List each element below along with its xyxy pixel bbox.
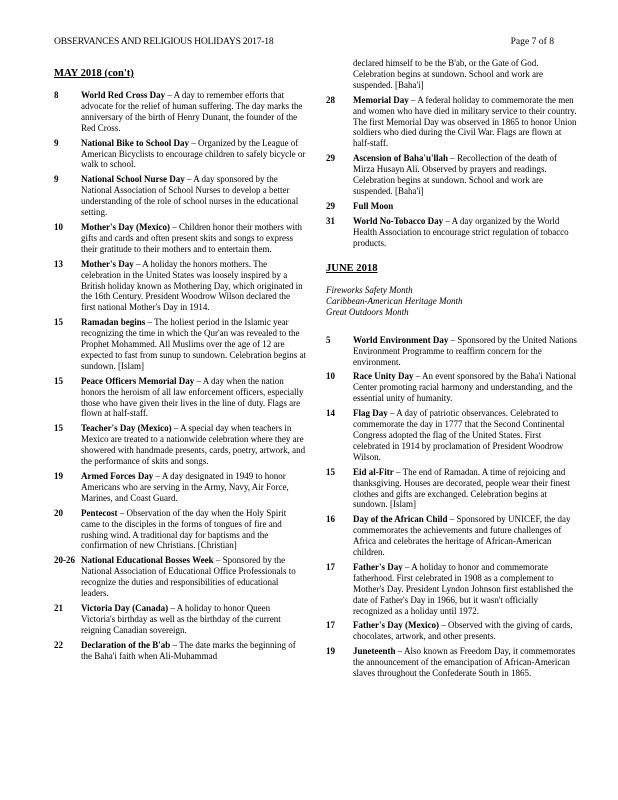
entry-description: [81, 259, 306, 314]
entry-date: 22: [54, 639, 63, 650]
entry-body: – A day sponsored by the National Association of School Nurses to develop a better understanding of the role of school nurses in the educational setting.: [81, 174, 299, 218]
entry-description: [81, 138, 306, 171]
entry-description: [81, 555, 306, 599]
entry-body: – The holiest period in the Islamic year recognizing the time in which the Qur'an was revealed to the Prophet Mohammed. All Muslims over the age of 12 are expected to fast from sunup to sundown. Celebration begins at sundown. [Islam]: [81, 317, 306, 371]
entry-description: [81, 423, 306, 467]
entry-title: Father's Day: [353, 561, 403, 572]
entry-description: [81, 603, 306, 636]
entry-title: World Red Cross Day: [81, 90, 166, 100]
entry-date: 8: [54, 90, 59, 100]
entry-description: [353, 514, 578, 558]
entry-date: 15: [54, 317, 63, 328]
entry-body: – Sponsored by the United Nations Environment Programme to reaffirm concern for the environment.: [353, 334, 577, 367]
may-section-title: MAY 2018 (con't): [54, 68, 134, 79]
june-observance-months: [326, 285, 578, 319]
entry-title: Armed Forces Day: [81, 471, 154, 481]
entry-title: National School Nurse Day: [81, 174, 185, 185]
observance-entry: [326, 335, 578, 368]
entry-body: – Sponsored by UNICEF, the day commemorates the achievements and future challenges of Africa and celebrates the heritage of African-American children.: [353, 514, 571, 558]
entry-title: Eid al-Fitr: [353, 466, 394, 477]
observance-entry: [326, 201, 578, 212]
entry-date: 17: [326, 561, 335, 572]
june-entry-list: [326, 335, 578, 679]
observance-entry: [54, 174, 306, 218]
observance-entry: [54, 376, 306, 420]
entry-body: – The date marks the beginning of the Baha'i faith when Ali-Muhammad: [81, 639, 296, 661]
entry-title: Race Unity Day: [353, 371, 414, 382]
entry-date: 20: [54, 507, 63, 518]
observance-entry: [326, 514, 578, 558]
entry-description: [353, 620, 578, 642]
entry-description: [353, 216, 578, 249]
entry-description: [81, 174, 306, 218]
observance-entry: [326, 371, 578, 404]
observance-entry: [326, 467, 578, 511]
entry-description: [353, 335, 578, 368]
entry-description: [353, 201, 578, 212]
observance-entry: [54, 555, 306, 599]
observance-entry: [326, 95, 578, 150]
entry-date: 16: [326, 514, 335, 525]
entry-date: 10: [54, 221, 63, 232]
entry-description: [353, 562, 578, 617]
entry-body: – A day when the nation honors the heroism of all law enforcement officers, especially those who have given their lives in the line of duty. Flags are flown at half-staff.: [81, 375, 304, 419]
entry-title: Juneteenth: [353, 646, 396, 657]
observance-entry: [326, 646, 578, 679]
entry-title: Peace Officers Memorial Day: [81, 375, 195, 386]
entry-description: [81, 222, 306, 255]
entry-title: Ramadan begins: [81, 317, 146, 328]
observance-entry: [54, 222, 306, 255]
entry-body: – A holiday the honors mothers. The celebration in the United States was loosely inspired by a British holiday known as Mothering Day, which originated in the 16th Century. President Woodrow Wilson declared the first national Mother's Day in 1914.: [81, 258, 303, 313]
entry-date: 15: [54, 423, 63, 434]
entry-date: 19: [54, 471, 63, 481]
entry-title: World Environment Day: [353, 334, 449, 345]
entry-body: – A holiday to honor Queen Victoria's birthday as well as the birthday of the current reigning Canadian sovereign.: [81, 602, 281, 635]
entry-body: – A holiday to honor and commemorate fatherhood. First celebrated in 1908 as a complement to Mother's Day. President Lyndon Johnson first established the date of Father's Day in 1966, but it wasn't officially recognized as a holiday until 1972.: [353, 561, 574, 616]
entry-body: – Observed with the giving of cards, chocolates, artwork, and other presents.: [353, 620, 573, 642]
observance-entry: [326, 216, 578, 249]
entry-date: 29: [326, 153, 335, 164]
may-entry-list: [54, 90, 306, 662]
entry-title: Declaration of the B'ab: [81, 639, 171, 650]
entry-title: Ascension of Baha'u'llah: [353, 153, 449, 164]
entry-date: 14: [326, 408, 335, 419]
entry-body: – Observation of the day when the Holy Spirit came to the disciples in the forms of tongues of fire and rushing wind. A traditional day for baptisms and the confirmation of new Christians. [Christian]: [81, 507, 287, 551]
entry-description: [353, 153, 578, 197]
may-continuation-text: declared himself to be the B'ab, or the Gate of God. Celebration begins at sundown. School and work are suspended. [Baha'i]: [353, 58, 543, 90]
may-entry-list-continued: [326, 95, 578, 249]
observance-entry: [54, 423, 306, 467]
observance-entry: [54, 603, 306, 636]
entry-body: – A day of patriotic observances. Celebrated to commemorate the day in 1777 that the Second Continental Congress adopted the flag of the United States. First celebrated in 1914 by proclamation of President Woodrow Wilson.: [353, 408, 565, 462]
june-section-title: JUNE 2018: [326, 262, 378, 274]
observance-entry: [54, 508, 306, 552]
entry-body: – The end of Ramadan. A time of rejoicing and thanksgiving. Houses are decorated, people wear their finest clothes and gifts are exchanged. Celebration begins at sundown. [Islam]: [353, 466, 571, 510]
entry-title: National Educational Bosses Week: [81, 555, 214, 566]
observance-entry: [326, 153, 578, 197]
observance-entry: [54, 138, 306, 171]
page-number: Page 7 of 8: [510, 36, 554, 47]
entry-body: – Children honor their mothers with gifts and cards and often present skits and songs to express their gratitude to their mothers and to entertain them.: [81, 221, 302, 254]
right-column: [326, 58, 578, 683]
entry-title: Flag Day: [353, 408, 388, 419]
entry-description: [81, 90, 306, 134]
observance-entry: [326, 562, 578, 617]
entry-body: – A day designated in 1949 to honor Americans who are serving in the Army, Navy, Air Force, Marines, and Coast Guard.: [81, 471, 289, 503]
entry-description: [353, 408, 578, 463]
entry-title: Teacher's Day (Mexico): [81, 423, 172, 434]
entry-body: – A special day when teachers in Mexico are treated to a nationwide celebration where they are showered with handmade presents, cards, poetry, artwork, and the performance of skits and songs.: [81, 423, 306, 467]
entry-date: 29: [326, 200, 335, 211]
month-observance: Caribbean-American Heritage Month: [326, 295, 463, 306]
entry-date: 5: [326, 334, 331, 345]
entry-title: Victoria Day (Canada): [81, 602, 169, 613]
observance-entry: [54, 90, 306, 134]
observance-entry: [326, 620, 578, 642]
entry-title: Father's Day (Mexico): [353, 620, 439, 631]
entry-description: [353, 95, 578, 150]
entry-description: [81, 640, 306, 662]
entry-body: – A federal holiday to commemorate the men and women who have died in military service to their country. The first Memorial Day was observed in 1865 to honor Union soldiers who died during the Civil War. Flags are flown at half-staff.: [353, 94, 577, 149]
observance-entry: [54, 640, 306, 662]
entry-date: 9: [54, 137, 59, 148]
entry-date: 21: [54, 602, 63, 613]
entry-date: 31: [326, 215, 335, 226]
observance-entry: [326, 408, 578, 463]
entry-description: [353, 371, 578, 404]
month-observance: Great Outdoors Month: [326, 307, 409, 318]
entry-body: – A day to remember efforts that advocate for the relief of human suffering. The day marks the anniversary of the birth of Henry Dunant, the founder of the Red Cross.: [81, 90, 303, 133]
entry-date: 17: [326, 620, 335, 631]
entry-description: [353, 467, 578, 511]
entry-body: – Organized by the League of American Bicyclists to encourage children to safely bicycle or walk to school.: [81, 137, 306, 170]
entry-body: – A day organized by the World Health Association to encourage strict regulation of tobacco products.: [353, 215, 569, 248]
entry-date: 28: [326, 94, 335, 105]
entry-title: Day of the African Child: [353, 514, 448, 525]
observance-entry: [54, 471, 306, 504]
entry-body: – Also known as Freedom Day, it commemorates the announcement of the emancipation of African-American slaves throughout the Confederate South in 1865.: [353, 646, 576, 679]
entry-description: [81, 317, 306, 372]
document-header-title: OBSERVANCES AND RELIGIOUS HOLIDAYS 2017-18: [54, 36, 274, 47]
entry-title: Full Moon: [353, 200, 394, 211]
entry-body: – Sponsored by the National Association of Educational Office Professionals to recognize the duties and responsibilities of educational leaders.: [81, 555, 296, 599]
entry-description: [81, 508, 306, 552]
entry-body: – Recollection of the death of Mirza Husayn Ali. Observed by prayers and readings. Celebration begins at sundown. School and work are suspended. [Baha'i]: [353, 153, 557, 196]
entry-title: National Bike to School Day: [81, 137, 190, 148]
month-observance: Fireworks Safety Month: [326, 284, 413, 295]
entry-title: Pentecost: [81, 507, 118, 518]
left-column: [54, 66, 306, 666]
entry-date: 15: [326, 466, 335, 477]
entry-description: [81, 376, 306, 420]
entry-title: Mother's Day (Mexico): [81, 221, 170, 232]
entry-date: 10: [326, 371, 335, 382]
entry-date: 20-26: [54, 555, 75, 566]
entry-date: 9: [54, 174, 59, 185]
entry-date: 15: [54, 375, 63, 386]
entry-title: Mother's Day: [81, 258, 134, 269]
entry-title: Memorial Day: [353, 94, 409, 105]
observance-entry: [54, 259, 306, 314]
entry-date: 19: [326, 646, 335, 657]
entry-description: [353, 646, 578, 679]
observance-entry: [54, 317, 306, 372]
entry-body: – An event sponsored by the Baha'i National Center promoting racial harmony and understanding, and the essential unity of humanity.: [353, 371, 577, 404]
entry-date: 13: [54, 258, 63, 269]
entry-title: World No-Tobacco Day: [353, 215, 444, 226]
entry-description: [81, 471, 306, 504]
